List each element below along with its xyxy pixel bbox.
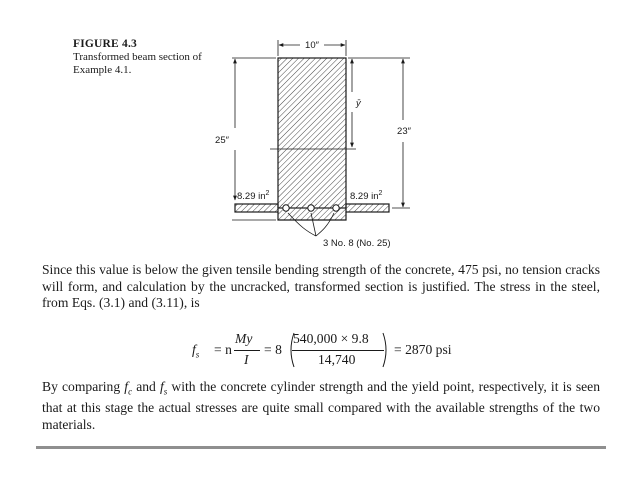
ybar-label: ȳ: [356, 98, 361, 109]
eq-lhs: $f_s$: [192, 342, 200, 360]
eq-result: = 2870 psi: [394, 342, 452, 357]
eq-den2: 14,740: [318, 352, 356, 367]
paragraph-1: Since this value is below the given tensile bending strength of the concrete, 475 psi, no tension cracks will form, and calculation by the uncracked, transformed section is justified. The stress in the steel, from Eqs. (3.1) and (3.11), is: [42, 262, 600, 310]
eq-den1: I: [244, 352, 249, 367]
transformed-steel-right: [346, 204, 389, 212]
eq-eight: = 8: [264, 342, 282, 357]
beam-web: [278, 58, 346, 208]
depth-dim-label: 23″: [397, 126, 411, 137]
rebar-label: 3 No. 8 (No. 25): [323, 238, 391, 249]
width-dim-label: 10″: [305, 40, 319, 51]
height-dim-label: 25″: [215, 135, 229, 146]
area-label-right: 8.29 $in^2$: [350, 190, 383, 202]
page-bottom-rule: [36, 446, 606, 449]
rebar-center: [308, 205, 314, 211]
figure-caption-text: Transformed beam section of Example 4.1.: [73, 51, 202, 76]
eq-num1: My: [235, 331, 253, 346]
rebar-left: [283, 205, 289, 211]
paragraph-2: By comparing $f_c$ and $f_s$ with the concrete cylinder strength and the yield point, respectively, it is seen that at this stage the actual stresses are quite small compared with the available strengths of the two materials.: [42, 379, 600, 432]
rebar-right: [333, 205, 339, 211]
stress-equation: [192, 330, 472, 372]
figure-number: FIGURE 4.3: [73, 38, 137, 50]
area-label-left: 8.29 $in^2$: [237, 190, 270, 202]
eq-n: = n: [214, 342, 232, 357]
transformed-steel-left: [235, 204, 278, 212]
eq-num2: 540,000 × 9.8: [293, 331, 369, 346]
